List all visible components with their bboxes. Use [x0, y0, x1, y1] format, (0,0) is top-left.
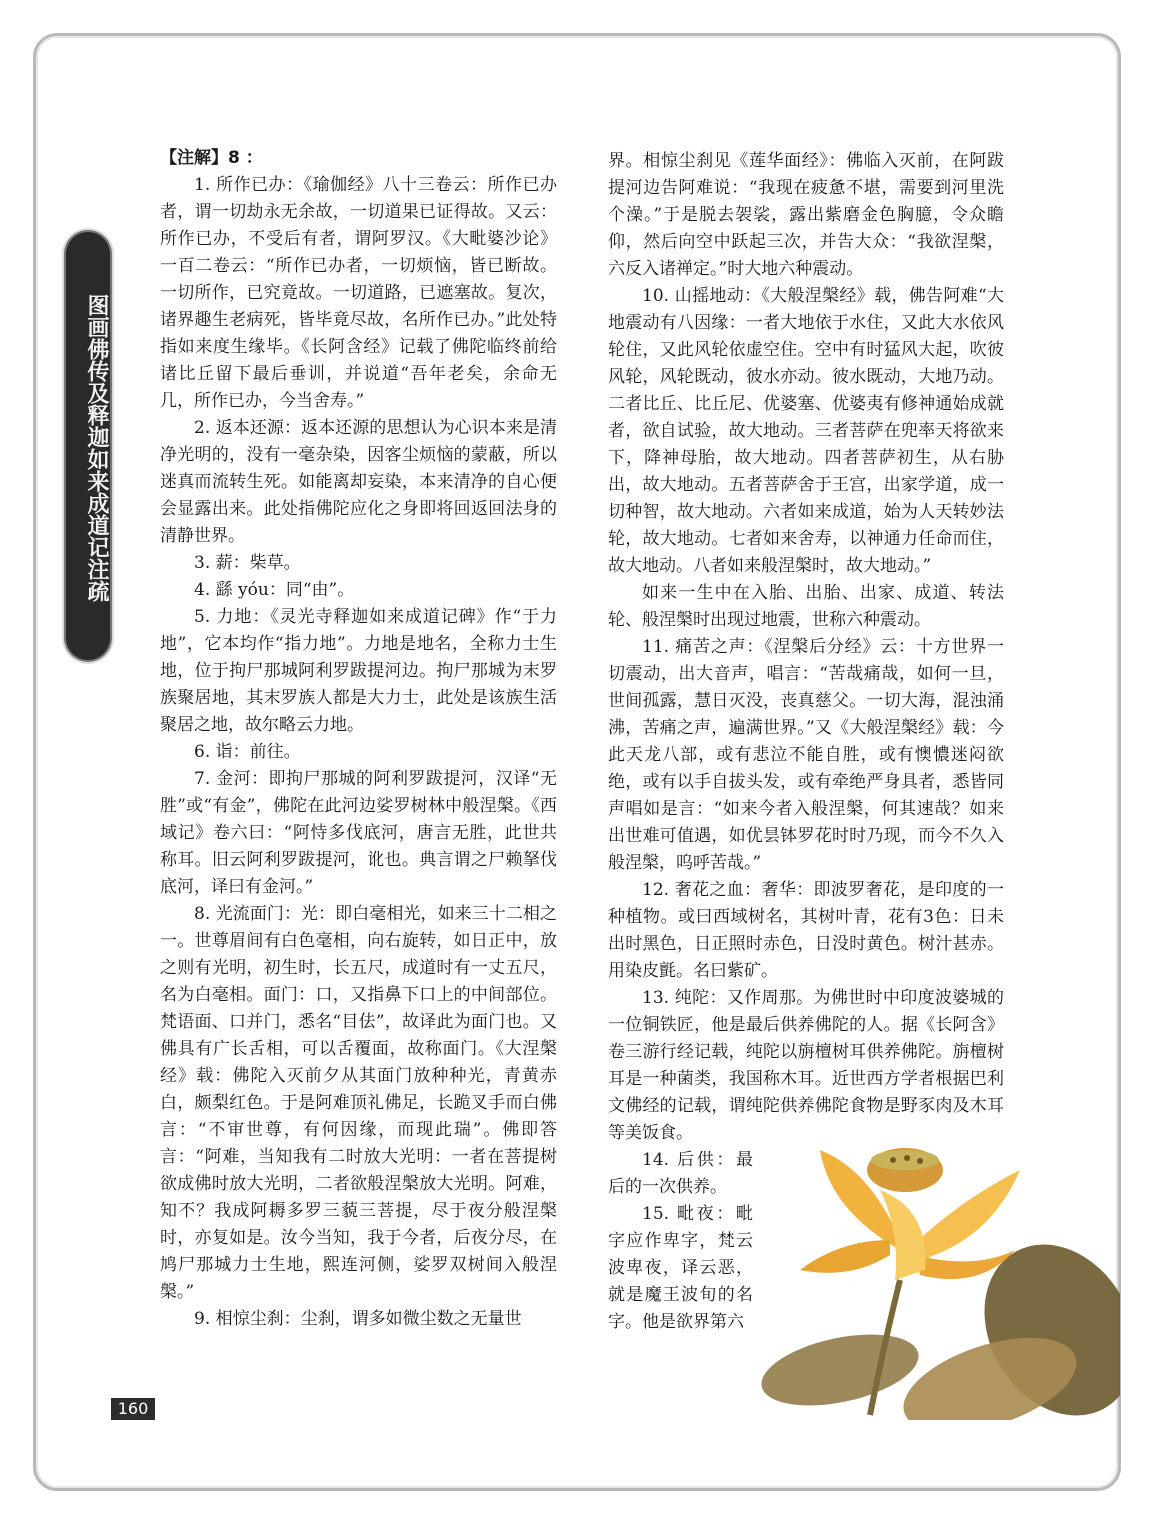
note-6: 6. 诣：前往。 [194, 742, 301, 762]
note-7: 7. 金河：即拘尸那城的阿利罗跋提河，汉译“无胜”或“有金”，佛陀在此河边娑罗树林中般涅槃。《西域记》卷六曰：“阿恃多伐底河，唐言无胜，此世共称耳。旧云阿利罗跋提河，讹也。典言谓之尸赖拏伐底河，译曰有金河。” [160, 769, 557, 897]
note-11: 11. 痛苦之声：《涅槃后分经》云：十方世界一切震动，出大音声，唱言：“苦哉痛哉，如何一旦，世间孤露，慧日灭没，丧真慈父。一切大海，混浊涌沸，苦痛之声，遍满世界。”又《大般涅槃经》载：今此天龙八部，或有悲泣不能自胜，或有懊憹迷闷欲绝，或有以手自拔头发，或有牵绝严身具者，悉皆同声唱如是言：“如来今者入般涅槃，何其速哉？如来出世难可值遇，如优昙钵罗花时时乃现，而今不久入般涅槃，呜呼苦哉。” [608, 637, 1004, 873]
narrow-notes [608, 1147, 753, 1336]
note-12: 12. 奢花之血：奢华：即波罗奢花，是印度的一种植物。或曰西域树名，其树叶青，花有3色：日未出时黑色，日正照时赤色，日没时黄色。树汁甚赤。用染皮氈。名曰紫矿。 [608, 880, 1004, 981]
note-8: 8. 光流面门：光：即白毫相光，如来三十二相之一。世尊眉间有白色毫相，向右旋转，如日正中，放之则有光明，初生时，长五尺，成道时有一丈五尺，名为白毫相。面门：口，又指鼻下口上的中间部位。梵语面、口并门，悉名“目佉”，故译此为面门也。又佛具有广长舌相，可以舌覆面，故称面门。《大涅槃经》载：佛陀入灭前夕从其面门放种种光，青黄赤白，颇梨红色。于是阿难顶礼佛足，长跪叉手而白佛言：“不审世尊，有何因缘，而现此瑞”。佛即答言：“阿难，当知我有二时放大光明：一者在菩提树欲成佛时放大光明，二者欲般涅槃放大光明。阿难，知不？我成阿耨多罗三藐三菩提，尽于夜分般涅槃时，亦复如是。汝今当知，我于今者，后夜分尽，在鸠尸那城力士生地，熙连河侧，娑罗双树间入般涅槃。” [160, 904, 557, 1302]
note-10: 10. 山摇地动：《大般涅槃经》载，佛告阿难“大地震动有八因缘：一者大地依于水住，又此大水依风轮住，又此风轮依虚空住。空中有时猛风大起，吹彼风轮，风轮既动，彼水亦动。彼水既动，大地乃动。二者比丘、比丘尼、优婆塞、优婆夷有修神通始成就者，欲自试验，故大地动。三者菩萨在兜率天将欲来下，降神母胎，故大地动。四者菩萨初生，从右胁出，故大地动。五者菩萨舍于王宫，出家学道，成一切种智，故大地动。六者如来成道，始为人天转妙法轮，故大地动。七者如来舍寿，以神通力任命而住，故大地动。八者如来般涅槃时，故大地动。” [608, 286, 1004, 576]
note-3: 3. 薪：柴草。 [194, 553, 301, 573]
page-number: 160 [111, 1398, 155, 1420]
note-5: 5. 力地：《灵光寺释迦如来成道记碑》作“于力地”，它本均作“指力地”。力地是地名，全称力士生地，位于拘尸那城阿利罗跋提河边。拘尸那城为末罗族聚居地，其末罗族人都是大力士，此处是该族生活聚居之地，故尔略云力地。 [160, 607, 557, 735]
note-15: 15. 毗夜：毗字应作卑字，梵云波卑夜，译云恶，就是魔王波旬的名字。他是欲界第六 [608, 1204, 753, 1332]
note-2: 2. 返本还源：返本还源的思想认为心识本来是清净光明的，没有一毫杂染，因客尘烦恼的蒙蔽，所以迷真而流转生死。如能离却妄染，本来清净的自心便会显露出来。此处指佛陀应化之身即将回返回法身的清静世界。 [160, 418, 557, 546]
side-title: 图画佛传及释迦如来成道记注疏 [84, 294, 109, 602]
lotus-illustration [760, 1130, 1120, 1420]
notes-heading: 【注解】8 ： [160, 148, 263, 168]
note-4: 4. 繇 yóu：同“由”。 [194, 580, 355, 600]
note-10-extra: 如来一生中在入胎、出胎、出家、成道、转法轮、般涅槃时出现过地震，世称六种震动。 [608, 583, 1004, 630]
note-9: 9. 相惊尘刹：尘刹，谓多如微尘数之无量世 [194, 1309, 522, 1329]
column-left [160, 145, 557, 1333]
note-14: 14. 后供：最后的一次供养。 [608, 1150, 753, 1197]
note-9-cont: 界。相惊尘刹见《莲华面经》：佛临入灭前，在阿跋提河边告阿难说：“我现在疲惫不堪，需要到河里洗个澡。”于是脱去袈裟，露出紫磨金色胸臆，令众瞻仰，然后向空中跃起三次，并告大众：“我欲涅槃，六反入诸禅定。”时大地六种震动。 [608, 151, 1004, 279]
note-1: 1. 所作已办：《瑜伽经》八十三卷云：所作已办者，谓一切劫永无余故，一切道果已证得故。又云：所作已办，不受后有者，谓阿罗汉。《大毗婆沙论》一百二卷云：“所作已办者，一切烦恼，皆已断故。一切所作，已究竟故。一切道路，已遮塞故。复次，诸界趣生老病死，皆毕竟尽故，名所作已办。”此处特指如来度生缘毕。《长阿含经》记载了佛陀临终前给诸比丘留下最后垂训，并说道“吾年老矣，余命无几，所作已办，今当舍寿。” [160, 175, 557, 411]
note-13: 13. 纯陀：又作周那。为佛世时中印度波婆城的一位铜铁匠，他是最后供养佛陀的人。据《长阿含》卷三游行经记载，纯陀以旃檀树耳供养佛陀。旃檀树耳是一种菌类，我国称木耳。近世西方学者根据巴利文佛经的记载，谓纯陀供养佛陀食物是野豕肉及木耳等美饭食。 [608, 988, 1004, 1143]
